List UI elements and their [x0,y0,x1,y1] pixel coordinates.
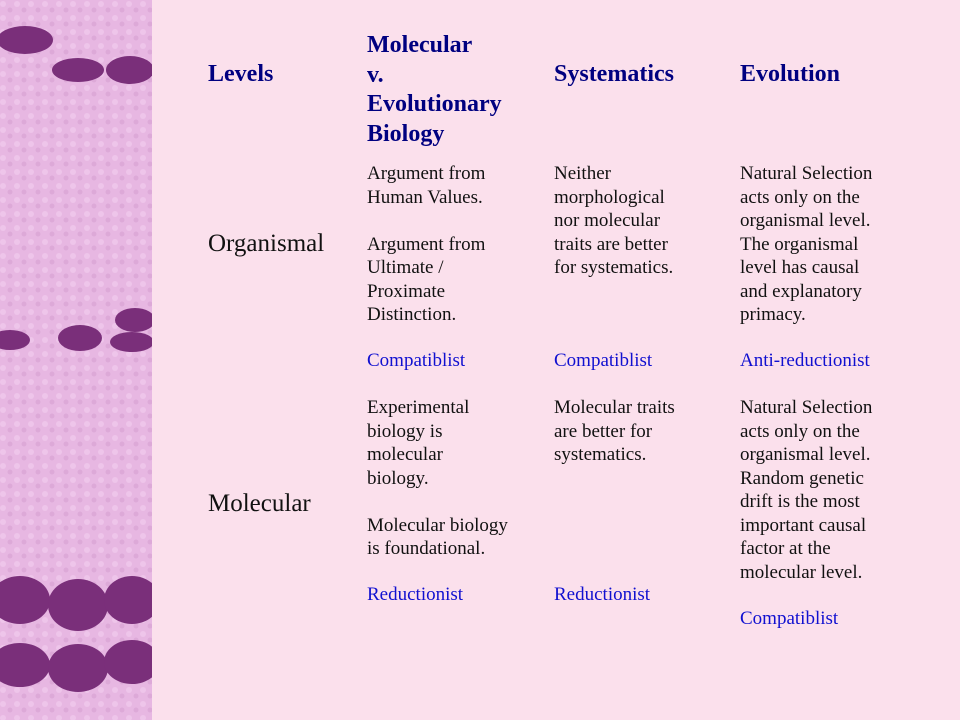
header-evolution: Evolution [740,61,841,87]
decorative-gel-strip [0,0,152,720]
header-molecular-v-evolutionary: Molecular v. Evolutionary Biology [367,32,502,147]
organismal-evolution-tag: Anti-reductionist [740,350,870,371]
molecular-evolution-tag: Compatiblist [740,608,839,629]
header-systematics: Systematics [554,61,674,87]
gel-bands-illustration [0,0,152,720]
molecular-molecular-v-evolutionary-text: Experimental biology is molecular biology. Molecular biology is foundational. [367,397,508,559]
organismal-evolution-text: Natural Selection acts only on the organismal level. The organismal level has causal and explanatory primacy. [740,163,873,325]
organismal-molecular-v-evolutionary-text: Argument from Human Values. Argument from Ultimate / Proximate Distinction. [367,163,486,325]
organismal-systematics-text: Neither morphological nor molecular traits are better for systematics. [554,163,674,278]
molecular-systematics-tag: Reductionist [554,584,651,605]
comparison-table [190,0,930,720]
row-label-organismal: Organismal [208,230,325,257]
molecular-molecular-tag: Reductionist [367,584,464,605]
organismal-systematics-tag: Compatiblist [554,350,653,371]
molecular-evolution-text: Natural Selection acts only on the organismal level. Random genetic drift is the most important causal factor at the molecular level. [740,397,873,583]
organismal-molecular-tag: Compatiblist [367,350,466,371]
row-label-molecular: Molecular [208,490,311,517]
molecular-systematics-text: Molecular traits are better for systematics. [554,397,675,465]
header-levels: Levels [208,61,274,87]
